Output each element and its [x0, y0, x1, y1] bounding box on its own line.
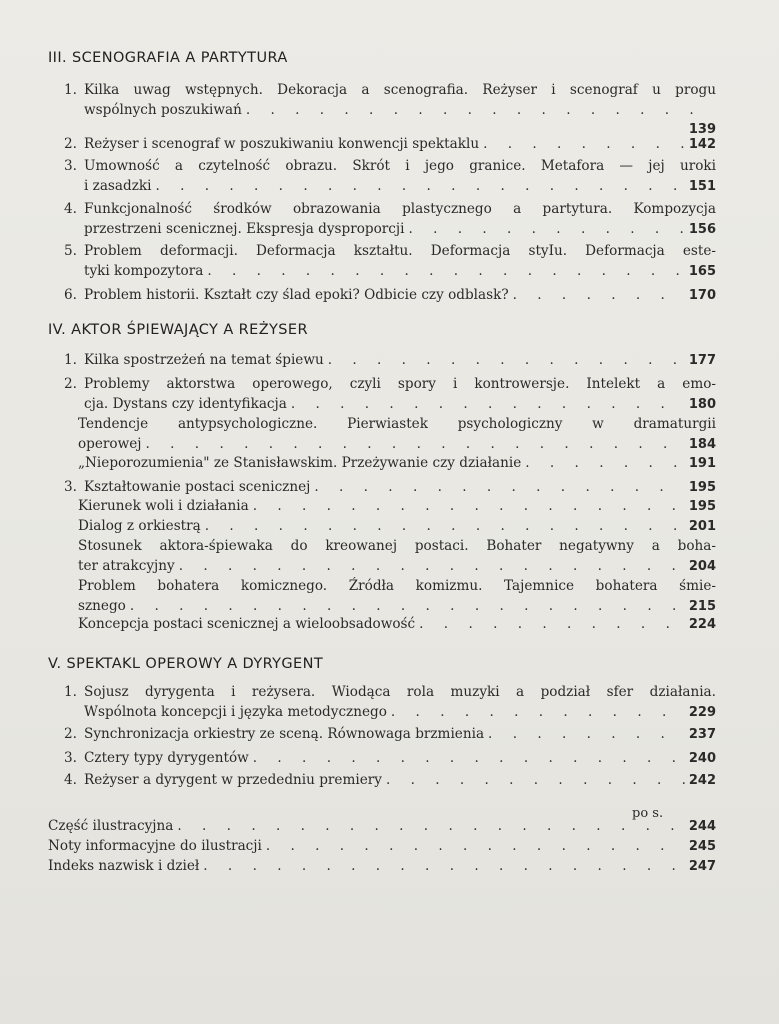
entry-number: 6.	[64, 287, 77, 303]
page-number: 191	[688, 456, 716, 471]
entry-title: Synchronizacja orkiestry ze sceną. Równowaga brzmienia	[84, 726, 485, 742]
toc-entry[interactable]	[64, 241, 716, 282]
entry-title-cont: tyki kompozytora	[84, 263, 204, 279]
part-heading: IV. AKTOR ŚPIEWAJĄCY A REŻYSER	[48, 322, 308, 338]
leader-dots	[177, 816, 684, 836]
toc-entry[interactable]	[64, 374, 716, 415]
entry-title: Kierunek woli i działania	[78, 498, 249, 514]
entry-title: Kształtowanie postaci scenicznej	[84, 479, 311, 495]
page-number: 156	[688, 222, 716, 237]
page-number: 184	[688, 437, 716, 452]
toc-subentry[interactable]	[78, 516, 716, 537]
toc-entry[interactable]	[64, 477, 716, 498]
entry-title: Problem deformacji. Deformacja kształtu. Deformacja styIu. Deformacja este-	[84, 243, 716, 259]
leader-dots	[253, 748, 685, 768]
toc-entry[interactable]	[64, 724, 716, 745]
toc-entry[interactable]	[64, 156, 716, 197]
page-number: 229	[688, 705, 716, 720]
entry-title: Indeks nazwisk i dzieł	[48, 858, 200, 874]
toc-entry[interactable]	[64, 80, 716, 140]
entry-number: 1.	[64, 352, 77, 368]
toc-entry[interactable]	[48, 816, 716, 837]
entry-title: Noty informacyjne do ilustracji	[48, 838, 262, 854]
entry-title-cont: ter atrakcyjny	[78, 558, 175, 574]
entry-title: Cztery typy dyrygentów	[84, 750, 249, 766]
toc-subentry[interactable]	[78, 536, 716, 577]
entry-number: 3.	[64, 158, 77, 174]
page-number: 247	[688, 859, 716, 874]
toc-subentry[interactable]	[78, 614, 716, 635]
toc-subentry[interactable]	[78, 576, 716, 617]
entry-title: Stosunek aktora-śpiewaka do kreowanej postaci. Bohater negatywny a boha-	[78, 538, 716, 554]
entry-number: 2.	[64, 376, 77, 392]
entry-number: 2.	[64, 726, 77, 742]
entry-title: Dialog z orkiestrą	[78, 518, 201, 534]
leader-dots	[483, 134, 685, 154]
toc-subentry[interactable]	[78, 414, 716, 455]
leader-dots	[386, 770, 685, 790]
toc-subentry[interactable]	[78, 496, 716, 517]
page-number: 224	[688, 617, 716, 632]
page-number: 201	[688, 519, 716, 534]
page-number: 142	[688, 137, 716, 152]
entry-title: Umowność a czytelność obrazu. Skrót i jego granice. Metafora — jej uroki	[84, 158, 716, 174]
entry-title: Problemy aktorstwa operowego, czyli spory i kontrowersje. Intelekt a emo-	[84, 376, 716, 392]
entry-title-cont: i zasadzki	[84, 178, 152, 194]
leader-dots	[130, 596, 685, 616]
toc-entry[interactable]	[48, 856, 716, 877]
leader-dots	[205, 516, 685, 536]
entry-title: Problem historii. Kształt czy ślad epoki? Odbicie czy odblask?	[84, 287, 509, 303]
toc-entry[interactable]	[48, 836, 716, 857]
leader-dots	[207, 261, 685, 281]
toc-entry[interactable]	[64, 350, 716, 371]
entry-title-cont: wspólnych poszukiwań	[84, 102, 242, 118]
toc-entry[interactable]	[64, 285, 716, 306]
page-number: 204	[688, 559, 716, 574]
entry-title: Funkcjonalność środków obrazowania plastycznego a partytura. Kompozycja	[84, 201, 716, 217]
page-number: 242	[688, 773, 716, 788]
leader-dots	[203, 856, 685, 876]
entry-number: 1.	[64, 684, 77, 700]
entry-title-cont: sznego	[78, 598, 126, 614]
entry-title: „Nieporozumienia" ze Stanisławskim. Przeżywanie czy działanie	[78, 455, 522, 471]
entry-title-cont: cja. Dystans czy identyfikacja	[84, 396, 287, 412]
toc-entry[interactable]	[64, 770, 716, 791]
part-heading: V. SPEKTAKL OPEROWY A DYRYGENT	[48, 656, 324, 672]
entry-title: Koncepcja postaci scenicznej a wieloobsadowość	[78, 616, 416, 632]
page-number: 177	[688, 353, 716, 368]
entry-number: 4.	[64, 201, 77, 217]
toc-subentry[interactable]	[78, 453, 716, 474]
leader-dots	[525, 453, 685, 473]
entry-title-cont: operowej	[78, 436, 142, 452]
entry-title: Kilka spostrzeżeń na temat śpiewu	[84, 352, 324, 368]
page-number: 151	[688, 179, 716, 194]
leader-dots	[488, 724, 685, 744]
entry-title: Sojusz dyrygenta i reżysera. Wiodąca rola muzyki a podział sfer działania.	[84, 684, 716, 700]
entry-title-cont: przestrzeni scenicznej. Ekspresja dysproporcji	[84, 221, 405, 237]
entry-title: Problem bohatera komicznego. Źródła komizmu. Tajemnice bohatera śmie-	[78, 578, 716, 594]
entry-title: Kilka uwag wstępnych. Dekoracja a scenografia. Reżyser i scenograf u progu	[84, 82, 716, 98]
page-prefix: po s.	[632, 806, 664, 821]
entry-number: 2.	[64, 136, 77, 152]
part-heading: III. SCENOGRAFIA A PARTYTURA	[48, 50, 288, 66]
page-number: 195	[688, 480, 716, 495]
page-number: 165	[688, 264, 716, 279]
toc-entry[interactable]	[64, 748, 716, 769]
page-number: 215	[688, 599, 716, 614]
entry-title: Reżyser a dyrygent w przededniu premiery	[84, 772, 382, 788]
entry-number: 3.	[64, 750, 77, 766]
leader-dots	[253, 496, 685, 516]
entry-number: 4.	[64, 772, 77, 788]
leader-dots	[179, 556, 685, 576]
page-number: 195	[688, 499, 716, 514]
page-number: 170	[688, 288, 716, 303]
page-number: 180	[688, 397, 716, 412]
toc-entry[interactable]	[64, 134, 716, 155]
page-number: 139	[688, 122, 716, 137]
leader-dots	[391, 702, 685, 722]
leader-dots	[146, 434, 685, 454]
leader-dots	[408, 219, 684, 239]
page-number: 240	[688, 751, 716, 766]
entry-number: 1.	[64, 82, 77, 98]
entry-number: 5.	[64, 243, 77, 259]
entry-title: Tendencje antypsychologiczne. Pierwiastek psychologiczny w dramaturgii	[78, 416, 716, 432]
entry-title: Część ilustracyjna	[48, 818, 174, 834]
leader-dots	[155, 176, 684, 196]
leader-dots	[419, 614, 685, 634]
leader-dots	[266, 836, 685, 856]
entry-title: Reżyser i scenograf w poszukiwaniu konwencji spektaklu	[84, 136, 480, 152]
toc-entry[interactable]	[64, 682, 716, 723]
page-number: 237	[688, 727, 716, 742]
leader-dots	[328, 350, 685, 370]
leader-dots	[513, 285, 685, 305]
leader-dots	[246, 100, 712, 120]
page-number: 245	[688, 839, 716, 854]
toc-entry[interactable]	[64, 199, 716, 240]
entry-title-cont: Wspólnota koncepcji i języka metodycznego	[84, 704, 387, 720]
leader-dots	[291, 394, 685, 414]
leader-dots	[314, 477, 684, 497]
entry-number: 3.	[64, 479, 77, 495]
page-number: 244	[688, 819, 716, 834]
